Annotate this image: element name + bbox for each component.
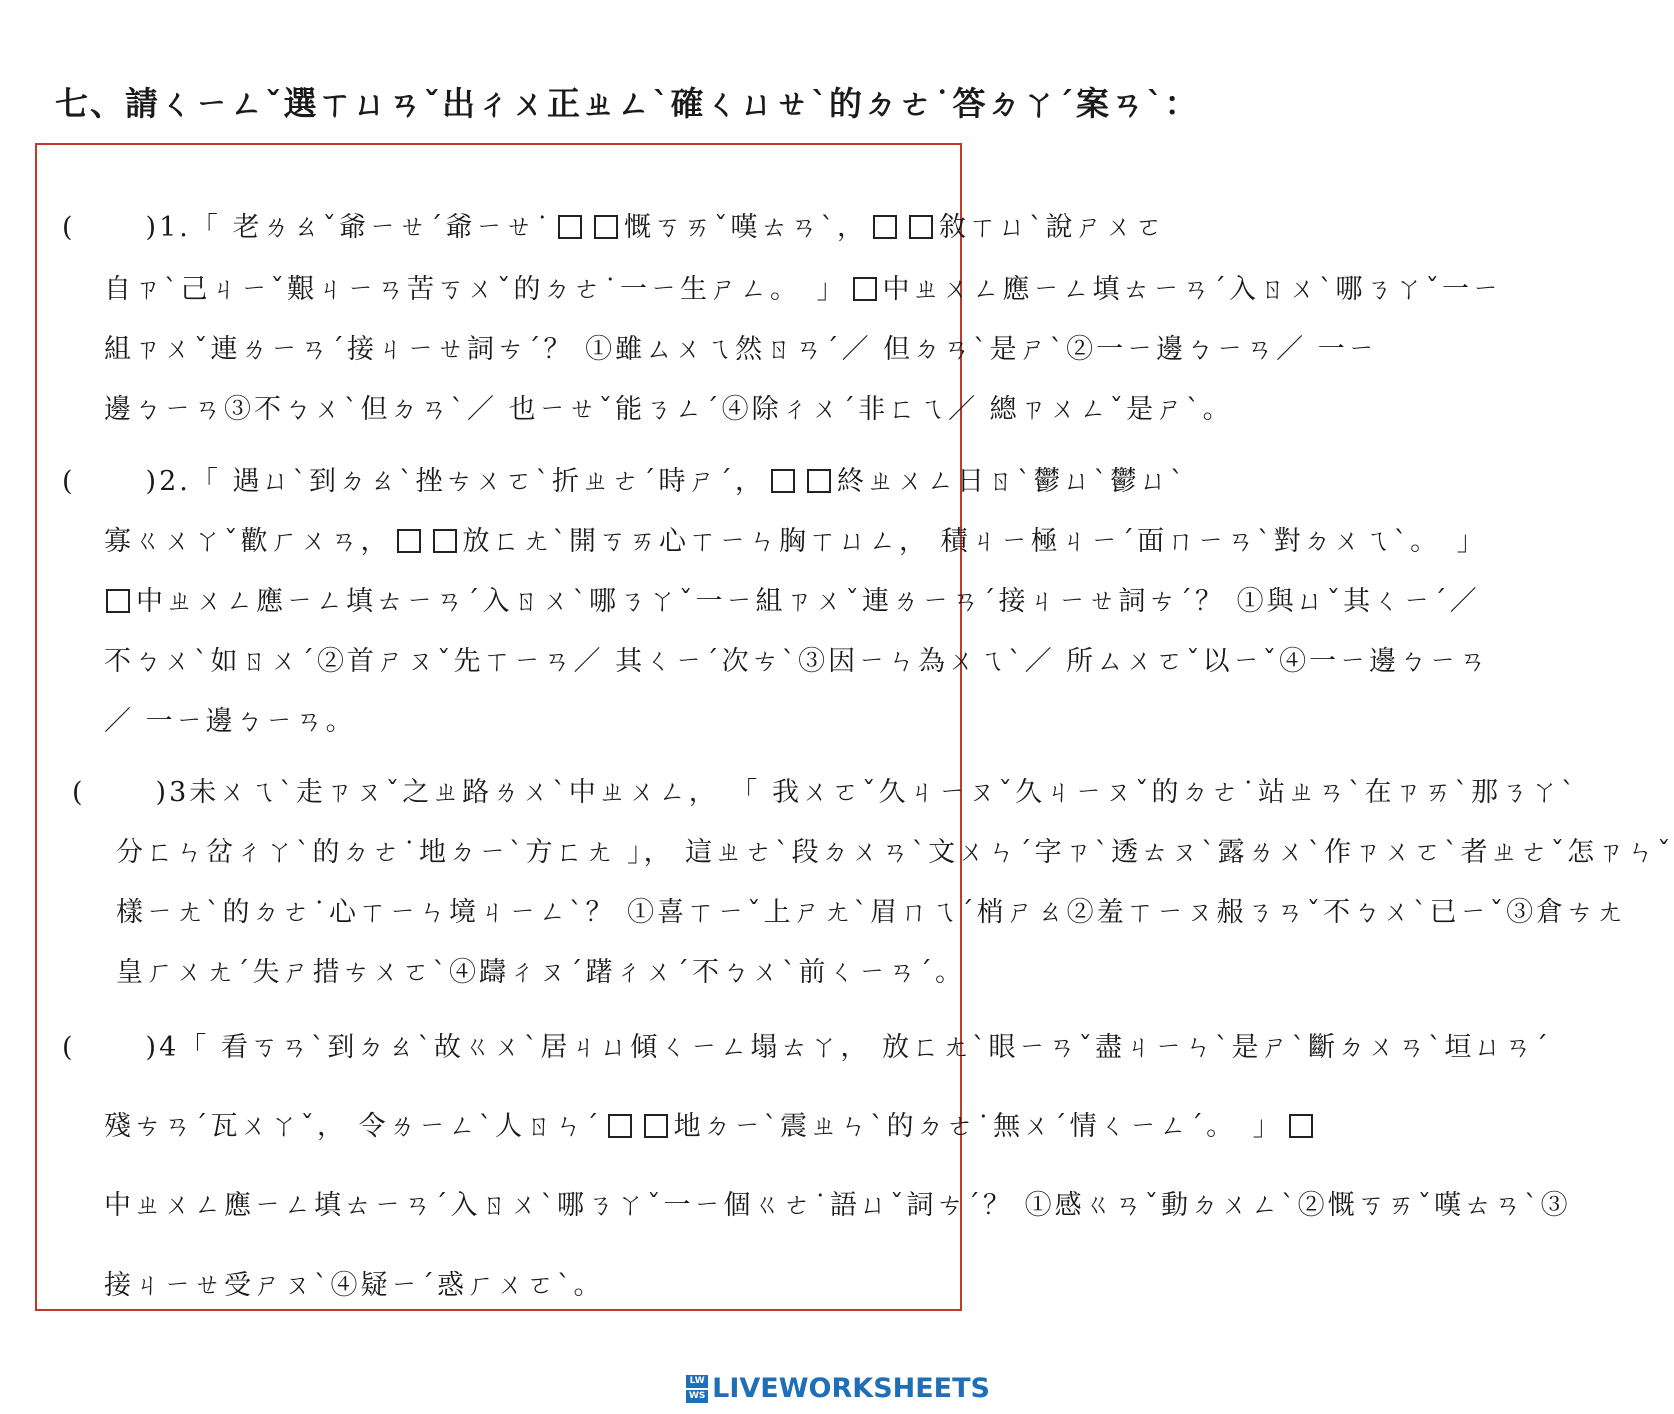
answer-slot-4[interactable] [76,1035,146,1063]
answer-paren-open: ( [62,212,76,243]
blank-box [853,277,877,301]
question-3-line-4: 皇ㄏㄨㄤˊ失ㄕ措ㄘㄨㄛˋ④躊ㄔㄡˊ躇ㄔㄨˊ不ㄅㄨˋ前ㄑㄧㄢˊ。 [116,957,965,988]
blank-box [807,469,831,493]
logo-bottom: WS [686,1390,708,1403]
question-4-line-2 [104,1104,1319,1143]
question-text: 放ㄈㄤˋ開ㄎㄞ心ㄒㄧㄣ胸ㄒㄩㄥ， 積ㄐㄧ極ㄐㄧˊ面ㄇㄧㄢˋ對ㄉㄨㄟˋ。 」 [462,526,1487,557]
question-2-line-1 [62,459,1186,498]
question-text: 「 遇ㄩˋ到ㄉㄠˋ挫ㄘㄨㄛˋ折ㄓㄜˊ時ㄕˊ， [190,466,765,497]
question-2-line-5: ／ 一ㄧ邊ㄅㄧㄢ。 [104,706,356,737]
question-number: 2. [159,466,191,497]
question-4-line-1 [62,1025,1551,1064]
question-2-line-4: 不ㄅㄨˋ如ㄖㄨˊ②首ㄕㄡˇ先ㄒㄧㄢ／ 其ㄑㄧˊ次ㄘˋ③因ㄧㄣ為ㄨㄟˋ／ 所ㄙㄨㄛˇ以ㄧˇ④一ㄧ邊ㄅㄧㄢ [104,646,1490,677]
question-text: 中ㄓㄨㄥ應ㄧㄥ填ㄊㄧㄢˊ入ㄖㄨˋ哪ㄋㄚˇ一ㄧ組ㄗㄨˇ連ㄌㄧㄢˊ接ㄐㄧㄝ詞ㄘˊ？ ①與ㄩˇ其ㄑㄧˊ／ [136,586,1480,617]
question-text: 終ㄓㄨㄥ日ㄖˋ鬱ㄩˋ鬱ㄩˋ [836,466,1187,497]
liveworksheets-logo-icon [686,1375,708,1403]
question-1-line-4: 邊ㄅㄧㄢ③不ㄅㄨˋ但ㄉㄢˋ／ 也ㄧㄝˇ能ㄋㄥˊ④除ㄔㄨˊ非ㄈㄟ／ 總ㄗㄨㄥˇ是ㄕˋ。 [104,394,1233,425]
question-text: 自ㄗˋ己ㄐㄧˇ艱ㄐㄧㄢ苦ㄎㄨˇ的ㄉㄜ˙一ㄧ生ㄕㄥ。 」 [104,274,847,305]
logo-top: LW [686,1375,708,1388]
worksheet-title: 七、請ㄑㄧㄥˇ選ㄒㄩㄢˇ出ㄔㄨ正ㄓㄥˋ確ㄑㄩㄝˋ的ㄉㄜ˙答ㄉㄚˊ案ㄢˋ： [55,84,1200,123]
question-text: 敘ㄒㄩˋ說ㄕㄨㄛ [938,212,1166,243]
question-number: 4 [159,1032,180,1063]
question-4-line-4: 接ㄐㄧㄝ受ㄕㄡˋ④疑ㄧˊ惑ㄏㄨㄛˋ。 [104,1270,604,1301]
answer-paren-open: ( [62,466,76,497]
question-3-line-2: 分ㄈㄣ岔ㄔㄚˋ的ㄉㄜ˙地ㄉㄧˋ方ㄈㄤ 」， 這ㄓㄜˋ段ㄉㄨㄢˋ文ㄨㄣˊ字ㄗˋ透ㄊㄡˋ露ㄌㄨˋ作ㄗㄨㄛˋ者ㄓㄜˇ怎ㄗㄣˇ [116,837,1674,868]
question-2-line-3 [100,579,1480,618]
answer-paren-close: ) [145,466,160,497]
question-text: 未ㄨㄟˋ走ㄗㄡˇ之ㄓ路ㄌㄨˋ中ㄓㄨㄥ， 「 我ㄨㄛˇ久ㄐㄧㄡˇ久ㄐㄧㄡˇ的ㄉㄜ˙站ㄓㄢˋ在ㄗㄞˋ那ㄋㄚˋ [189,777,1578,808]
blank-box [1289,1114,1313,1138]
answer-paren-open: ( [62,1032,76,1063]
question-3-line-3: 樣ㄧㄤˋ的ㄉㄜ˙心ㄒㄧㄣ境ㄐㄧㄥˋ？ ①喜ㄒㄧˇ上ㄕㄤˋ眉ㄇㄟˊ梢ㄕㄠ②羞ㄒㄧㄡ赧ㄋㄢˇ不ㄅㄨˋ已ㄧˇ③倉ㄘㄤ [116,897,1627,928]
answer-slot-1[interactable] [76,215,146,243]
question-2-line-2 [104,519,1487,558]
blank-box [594,215,618,239]
blank-box [106,589,130,613]
question-number: 1. [159,212,191,243]
answer-slot-2[interactable] [76,469,146,497]
blank-box [644,1114,668,1138]
blank-box [558,215,582,239]
blank-box [433,529,457,553]
liveworksheets-wordmark: LIVEWORKSHEETS [712,1373,990,1404]
question-4-line-3: 中ㄓㄨㄥ應ㄧㄥ填ㄊㄧㄢˊ入ㄖㄨˋ哪ㄋㄚˇ一ㄧ個ㄍㄜ˙語ㄩˇ詞ㄘˊ？ ①感ㄍㄢˇ動ㄉㄨㄥˋ②慨ㄎㄞˇ嘆ㄊㄢˋ③ [104,1190,1571,1221]
question-text: 中ㄓㄨㄥ應ㄧㄥ填ㄊㄧㄢˊ入ㄖㄨˋ哪ㄋㄚˇ一ㄧ [882,274,1502,305]
answer-paren-close: ) [145,1032,160,1063]
answer-paren-close: ) [145,212,160,243]
question-text: 慨ㄎㄞˇ嘆ㄊㄢˋ， [623,212,867,243]
question-text: 殘ㄘㄢˊ瓦ㄨㄚˇ， 令ㄌㄧㄥˋ人ㄖㄣˊ [104,1111,602,1142]
blank-box [397,529,421,553]
question-text: 地ㄉㄧˋ震ㄓㄣˋ的ㄉㄜ˙無ㄨˊ情ㄑㄧㄥˊ。 」 [673,1111,1283,1142]
answer-slot-3[interactable] [86,780,156,808]
liveworksheets-brand [686,1373,990,1404]
question-1-line-2 [104,267,1502,306]
question-1-line-1 [62,205,1165,244]
question-number: 3 [169,777,190,808]
blank-box [873,215,897,239]
question-3-line-1 [72,770,1577,809]
answer-paren-open: ( [72,777,86,808]
question-text: 「 老ㄌㄠˇ爺ㄧㄝˊ爺ㄧㄝ˙ [190,212,552,243]
question-1-line-3: 組ㄗㄨˇ連ㄌㄧㄢˊ接ㄐㄧㄝ詞ㄘˊ？ ①雖ㄙㄨㄟ然ㄖㄢˊ／ 但ㄉㄢˋ是ㄕˋ②一ㄧ邊ㄅㄧㄢ／ 一ㄧ [104,334,1378,365]
question-text: 「 看ㄎㄢˋ到ㄉㄠˋ故ㄍㄨˋ居ㄐㄩ傾ㄑㄧㄥ塌ㄊㄚ， 放ㄈㄤˋ眼ㄧㄢˇ盡ㄐㄧㄣˋ是ㄕˋ斷ㄉㄨㄢˋ垣ㄩㄢˊ [179,1032,1551,1063]
blank-box [909,215,933,239]
blank-box [608,1114,632,1138]
question-text: 寡ㄍㄨㄚˇ歡ㄏㄨㄢ， [104,526,391,557]
answer-paren-close: ) [155,777,170,808]
blank-box [771,469,795,493]
